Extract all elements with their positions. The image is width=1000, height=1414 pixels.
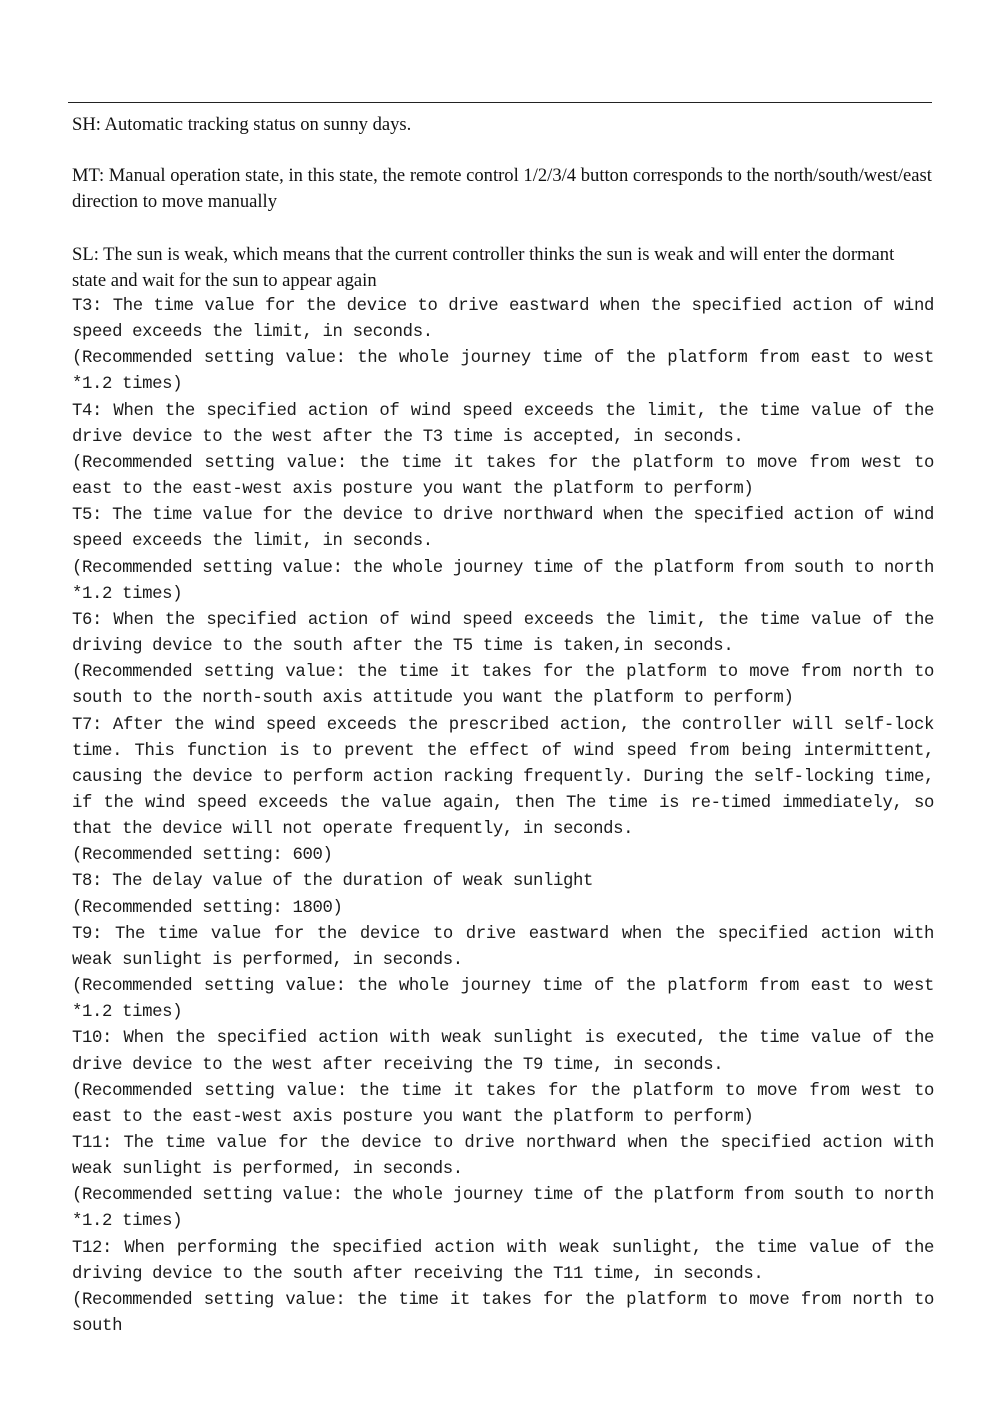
param-t5-description: T5: The time value for the device to drive northward when the specified action of wind speed exceeds the limit, in seconds. [72, 506, 934, 552]
state-sh-paragraph: SH: Automatic tracking status on sunny days. [72, 114, 412, 135]
param-t10-description: T10: When the specified action with weak sunlight is executed, the time value of the drive device to the west after receiving the T9 time, in seconds. [72, 1029, 934, 1075]
param-t10-recommendation: (Recommended setting value: the time it takes for the platform to move from west to east to the east-west axis posture you want the platform to perform) [72, 1081, 934, 1127]
param-t3-recommendation: (Recommended setting value: the whole journey time of the platform from east to west *1.2 times) [72, 349, 934, 395]
param-t4-description: T4: When the specified action of wind speed exceeds the limit, the time value of the drive device to the west after the T3 time is accepted, in seconds. [72, 401, 934, 447]
param-t7-recommendation: (Recommended setting: 600) [72, 846, 333, 866]
param-t5-recommendation: (Recommended setting value: the whole journey time of the platform from south to north *1.2 times) [72, 558, 934, 604]
state-mt-paragraph: MT: Manual operation state, in this state, the remote control 1/2/3/4 button corresponds to the north/south/west/east direction to move manually [72, 165, 932, 212]
param-t12-recommendation: (Recommended setting value: the time it takes for the platform to move from north to south [72, 1290, 934, 1337]
header-rule [68, 102, 932, 103]
param-t9-recommendation: (Recommended setting value: the whole journey time of the platform from east to west *1.2 times) [72, 977, 934, 1023]
parameter-list [72, 294, 934, 1340]
state-sl-paragraph: SL: The sun is weak, which means that the current controller thinks the sun is weak and will enter the dormant state and wait for the sun to appear again [72, 244, 895, 291]
param-t7-description: T7: After the wind speed exceeds the prescribed action, the controller will self-lock time. This function is to prevent the effect of wind speed from being intermittent, causing the device to perform action racking frequently. During the self-locking time, if the wind speed exceeds the value again, then The time is re-timed immediately, so that the device will not operate frequently, in seconds. [72, 715, 934, 840]
param-t12-description: T12: When performing the specified action with weak sunlight, the time value of the driving device to the south after receiving the T11 time, in seconds. [72, 1238, 934, 1284]
param-t11-description: T11: The time value for the device to drive northward when the specified action with weak sunlight is performed, in seconds. [72, 1134, 934, 1180]
param-t8-description: T8: The delay value of the duration of weak sunlight [72, 872, 594, 892]
param-t8-recommendation: (Recommended setting: 1800) [72, 898, 343, 918]
param-t6-recommendation: (Recommended setting value: the time it takes for the platform to move from north to south to the north-south axis attitude you want the platform to perform) [72, 663, 934, 709]
param-t6-description: T6: When the specified action of wind speed exceeds the limit, the time value of the driving device to the south after the T5 time is taken,in seconds. [72, 610, 934, 657]
param-t9-description: T9: The time value for the device to drive eastward when the specified action with weak sunlight is performed, in seconds. [72, 924, 934, 970]
param-t4-recommendation: (Recommended setting value: the time it takes for the platform to move from west to east to the east-west axis posture you want the platform to perform) [72, 453, 934, 500]
param-t11-recommendation: (Recommended setting value: the whole journey time of the platform from south to north *1.2 times) [72, 1186, 934, 1232]
param-t3-description: T3: The time value for the device to drive eastward when the specified action of wind speed exceeds the limit, in seconds. [72, 297, 934, 343]
